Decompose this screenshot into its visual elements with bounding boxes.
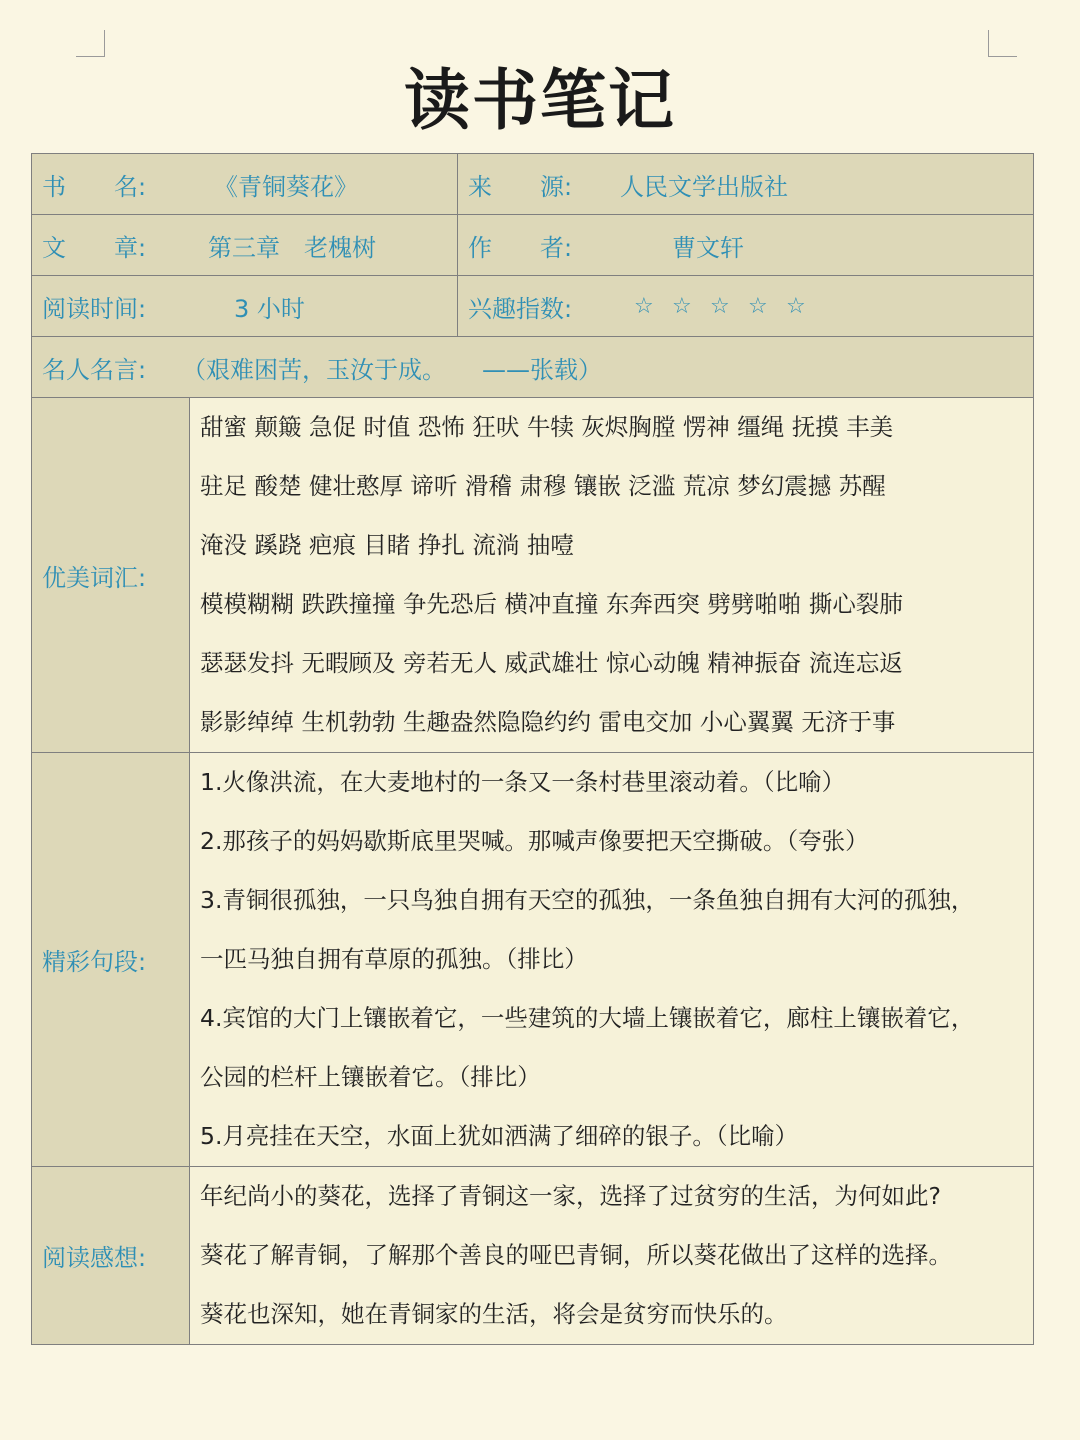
author-label: 作 者:: [468, 233, 573, 262]
vocab-body: [190, 398, 1034, 753]
time-cell: [32, 276, 458, 337]
vocab-line: 瑟瑟发抖 无暇顾及 旁若无人 威武雄壮 惊心动魄 精神振奋 流连忘返: [200, 649, 903, 677]
thought-line: 葵花也深知，她在青铜家的生活，将会是贫穷而快乐的。: [200, 1300, 788, 1328]
thoughts-label: 阅读感想:: [32, 1167, 190, 1345]
sentence-line: 公园的栏杆上镶嵌着它。（排比）: [200, 1063, 541, 1091]
quote-label: 名人名言:: [42, 355, 147, 384]
star-icon: ☆: [748, 293, 768, 319]
star-icon: ☆: [672, 293, 692, 319]
star-icon: ☆: [710, 293, 730, 319]
row-thoughts: [32, 1167, 1034, 1345]
quote-cell: [32, 337, 1034, 398]
source-value: 人民文学出版社: [620, 172, 788, 201]
chapter-cell: [32, 215, 458, 276]
row-book-source: [32, 154, 1034, 215]
sentence-line: 一匹马独自拥有草原的孤独。（排比）: [200, 945, 588, 973]
book-label: 书 名:: [42, 172, 147, 201]
source-label: 来 源:: [468, 172, 573, 201]
vocab-line: 淹没 蹊跷 疤痕 目睹 挣扎 流淌 抽噎: [200, 531, 574, 559]
thoughts-body: [190, 1167, 1034, 1345]
page-title: 读书笔记: [404, 62, 676, 139]
chapter-label: 文 章:: [42, 233, 147, 262]
corner-mark-top-left: [76, 30, 105, 57]
interest-stars: [634, 294, 824, 319]
row-time-interest: [32, 276, 1034, 337]
corner-mark-top-right: [988, 30, 1017, 57]
book-cell: [32, 154, 458, 215]
vocab-label: 优美词汇:: [32, 398, 190, 753]
sentences-label: 精彩句段:: [32, 753, 190, 1167]
star-icon: ☆: [786, 293, 806, 319]
sentence-line: 4.宾馆的大门上镶嵌着它，一些建筑的大墙上镶嵌着它，廊柱上镶嵌着它，: [200, 1004, 975, 1032]
quote-value: （艰难困苦，玉汝于成。 ——张载）: [182, 355, 602, 384]
author-cell: [458, 215, 1034, 276]
interest-cell: [458, 276, 1034, 337]
star-icon: ☆: [634, 293, 654, 319]
interest-label: 兴趣指数:: [468, 294, 573, 323]
row-quote: [32, 337, 1034, 398]
vocab-line: 甜蜜 颠簸 急促 时值 恐怖 狂吠 牛犊 灰烬胸膛 愣神 缰绳 抚摸 丰美: [200, 413, 894, 441]
sentences-body: [190, 753, 1034, 1167]
time-label: 阅读时间:: [42, 294, 147, 323]
vocab-line: 影影绰绰 生机勃勃 生趣盎然隐隐约约 雷电交加 小心翼翼 无济于事: [200, 708, 896, 736]
book-value: 《青铜葵花》: [214, 172, 358, 201]
vocab-line: 驻足 酸楚 健壮憨厚 谛听 滑稽 肃穆 镶嵌 泛滥 荒凉 梦幻震撼 苏醒: [200, 472, 886, 500]
row-chapter-author: [32, 215, 1034, 276]
reading-note-table: [31, 153, 1034, 1345]
sentence-line: 2.那孩子的妈妈歇斯底里哭喊。那喊声像要把天空撕破。（夸张）: [200, 827, 869, 855]
sentence-line: 5.月亮挂在天空，水面上犹如洒满了细碎的银子。（比喻）: [200, 1122, 799, 1150]
chapter-value: 第三章 老槐树: [208, 233, 376, 262]
sentence-line: 1.火像洪流，在大麦地村的一条又一条村巷里滚动着。（比喻）: [200, 768, 846, 796]
author-value: 曹文轩: [672, 233, 744, 262]
sentence-line: 3.青铜很孤独，一只鸟独自拥有天空的孤独，一条鱼独自拥有大河的孤独，: [200, 886, 975, 914]
row-vocab: [32, 398, 1034, 753]
time-value: 3 小时: [234, 294, 305, 323]
source-cell: [458, 154, 1034, 215]
thought-line: 年纪尚小的葵花，选择了青铜这一家，选择了过贫穷的生活，为何如此?: [200, 1182, 941, 1210]
vocab-line: 模模糊糊 跌跌撞撞 争先恐后 横冲直撞 东奔西突 劈劈啪啪 撕心裂肺: [200, 590, 903, 618]
thought-line: 葵花了解青铜，了解那个善良的哑巴青铜，所以葵花做出了这样的选择。: [200, 1241, 952, 1269]
row-sentences: [32, 753, 1034, 1167]
